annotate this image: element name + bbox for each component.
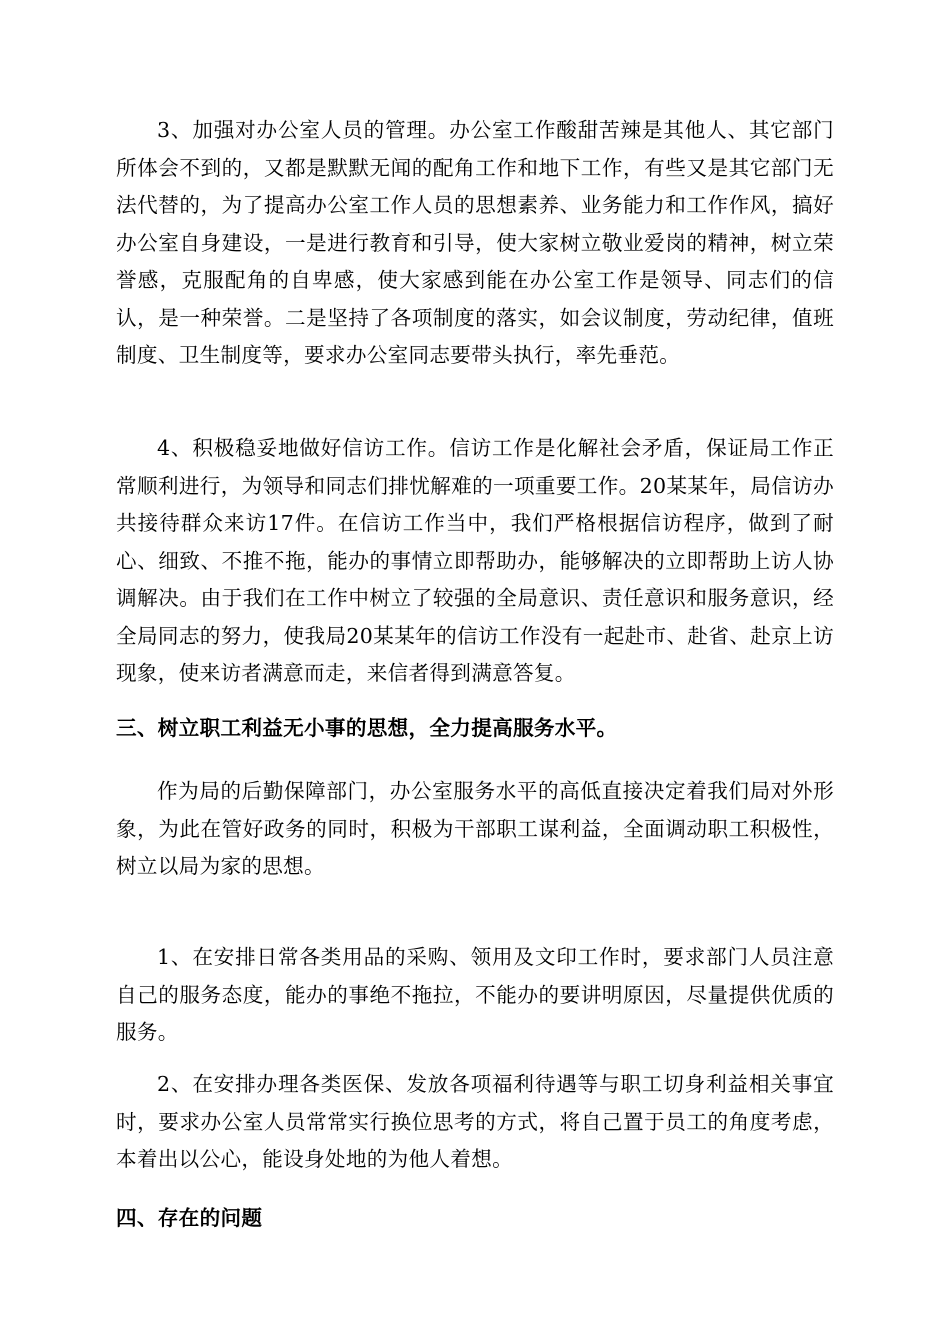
paragraph-logistics-support: 作为局的后勤保障部门，办公室服务水平的高低直接决定着我们局对外形象，为此在管好政务的同时，积极为干部职工谋利益，全面调动职工积极性，树立以局为家的思想。 — [116, 779, 834, 878]
paragraph-petition-work: 4、积极稳妥地做好信访工作。信访工作是化解社会矛盾，保证局工作正常顺利进行，为领导和同志们排忧解难的一项重要工作。20某某年，局信访办共接待群众来访17件。在信访工作当中，我们严格根据信访程序，做到了耐心、细致、不推不拖，能办的事情立即帮助办，能够解决的立即帮助上访人协调解决。由于我们在工作中树立了较强的全局意识、责任意识和服务意识，经全局同志的努力，使我局20某某年的信访工作没有一起赴市、赴省、赴京上访现象，使来访者满意而走，来信者得到满意答复。 — [116, 436, 834, 685]
paragraph-employee-benefits: 2、在安排办理各类医保、发放各项福利待遇等与职工切身利益相关事宜时，要求办公室人员常常实行换位思考的方式，将自己置于员工的角度考虑，本着出以公心，能设身处地的为他人着想。 — [116, 1072, 834, 1171]
paragraph-supplies-procurement: 1、在安排日常各类用品的采购、领用及文印工作时，要求部门人员注意自己的服务态度，能办的事绝不拖拉，不能办的要讲明原因，尽量提供优质的服务。 — [116, 945, 834, 1044]
section-heading-service-level: 三、树立职工利益无小事的思想，全力提高服务水平。 — [116, 716, 618, 740]
paragraph-office-staff-management: 3、加强对办公室人员的管理。办公室工作酸甜苦辣是其他人、其它部门所体会不到的，又都是默默无闻的配角工作和地下工作，有些又是其它部门无法代替的，为了提高办公室工作人员的思想素养、业务能力和工作作风，搞好办公室自身建设，一是进行教育和引导，使大家树立敬业爱岗的精神，树立荣誉感，克服配角的自卑感，使大家感到能在办公室工作是领导、同志们的信认，是一种荣誉。二是坚持了各项制度的落实，如会议制度，劳动纪律，值班制度、卫生制度等，要求办公室同志要带头执行，率先垂范。 — [116, 118, 834, 367]
section-heading-existing-problems: 四、存在的问题 — [116, 1206, 263, 1230]
